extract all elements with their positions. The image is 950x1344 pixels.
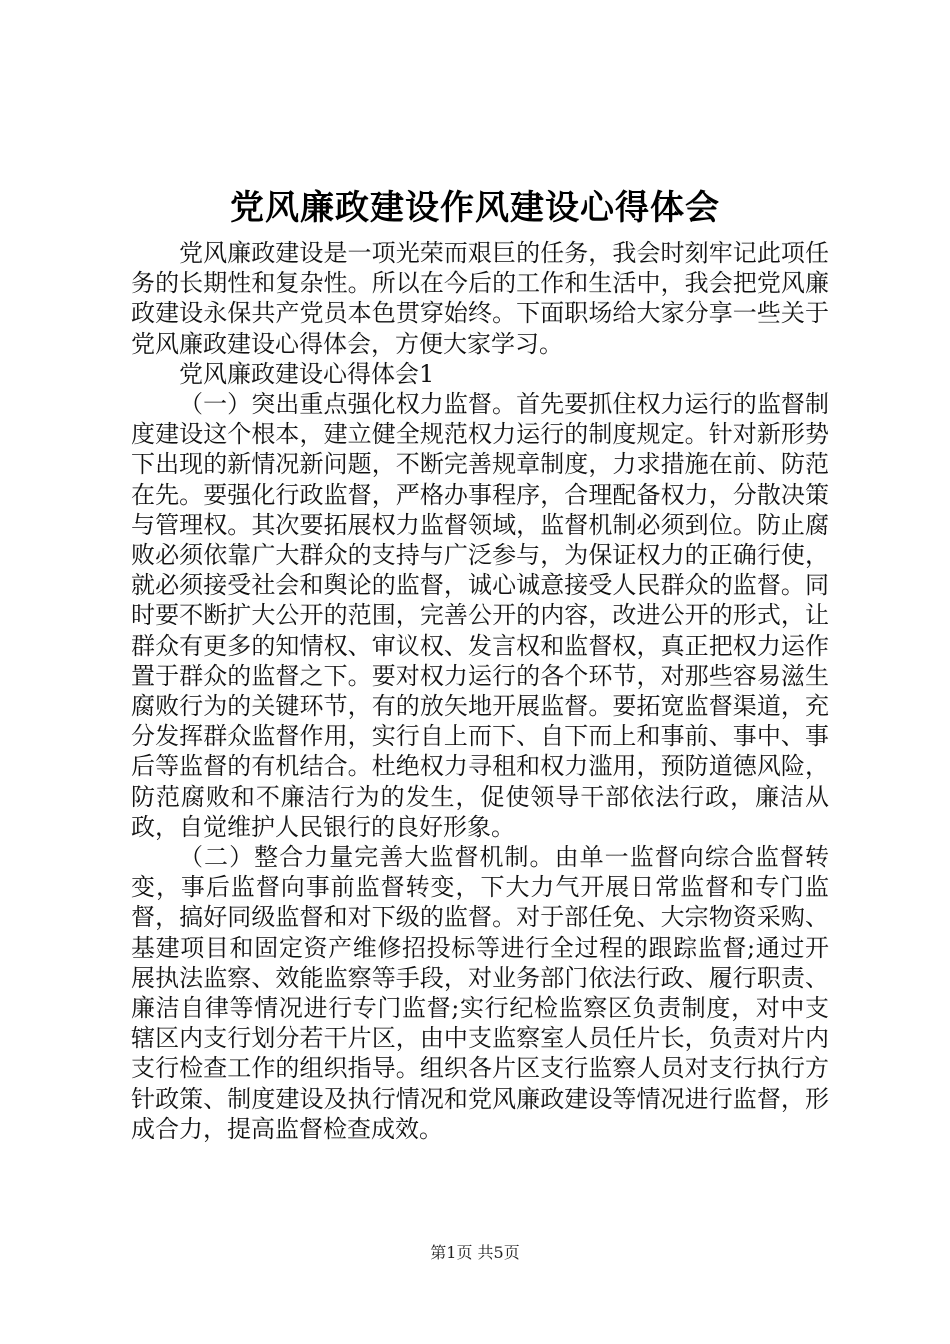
section-heading: 党风廉政建设心得体会1	[179, 359, 435, 388]
page-number-footer: 第1页 共5页	[430, 1243, 520, 1262]
body-paragraph-1: （一）突出重点强化权力监督。首先要抓住权力运行的监督制度建设这个根本，建立健全规范权力运行的制度规定。针对新形势下出现的新情况新问题，不断完善规章制度，力求措施在前、防范在先。要强化行政监督，严格办事程序，合理配备权力，分散决策与管理权。其次要拓展权力监督领域，监督机制必须到位。防止腐败必须依靠广大群众的支持与广泛参与，为保证权力的正确行使，就必须接受社会和舆论的监督，诚心诚意接受人民群众的监督。同时要不断扩大公开的范围，完善公开的内容，改进公开的形式，让群众有更多的知情权、审议权、发言权和监督权，真正把权力运作置于群众的监督之下。要对权力运行的各个环节，对那些容易滋生腐败行为的关键环节，有的放矢地开展监督。要拓宽监督渠道，充分发挥群众监督作用，实行自上而下、自下而上和事前、事中、事后等监督的有机结合。杜绝权力寻租和权力滥用，预防道德风险，防范腐败和不廉洁行为的发生，促使领导干部依法行政，廉洁从政，自觉维护人民银行的良好形象。	[131, 390, 829, 841]
body-paragraph-2: （二）整合力量完善大监督机制。由单一监督向综合监督转变，事后监督向事前监督转变，下大力气开展日常监督和专门监督，搞好同级监督和对下级的监督。对于部任免、大宗物资采购、基建项目和固定资产维修招投标等进行全过程的跟踪监督;通过开展执法监察、效能监察等手段，对业务部门依法行政、履行职责、廉洁自律等情况进行专门监督;实行纪检监察区负责制度，对中支辖区内支行划分若干片区，由中支监察室人员任片长，负责对片内支行检查工作的组织指导。组织各片区支行监察人员对支行执行方针政策、制度建设及执行情况和党风廉政建设等情况进行监督，形成合力，提高监督检查成效。	[131, 843, 829, 1143]
intro-paragraph: 党风廉政建设是一项光荣而艰巨的任务，我会时刻牢记此项任务的长期性和复杂性。所以在今后的工作和生活中，我会把党风廉政建设永保共产党员本色贯穿始终。下面职场给大家分享一些关于党风廉政建设心得体会，方便大家学习。	[131, 239, 829, 358]
document-title: 党风廉政建设作风建设心得体会	[230, 188, 720, 228]
document-body	[131, 238, 829, 1144]
